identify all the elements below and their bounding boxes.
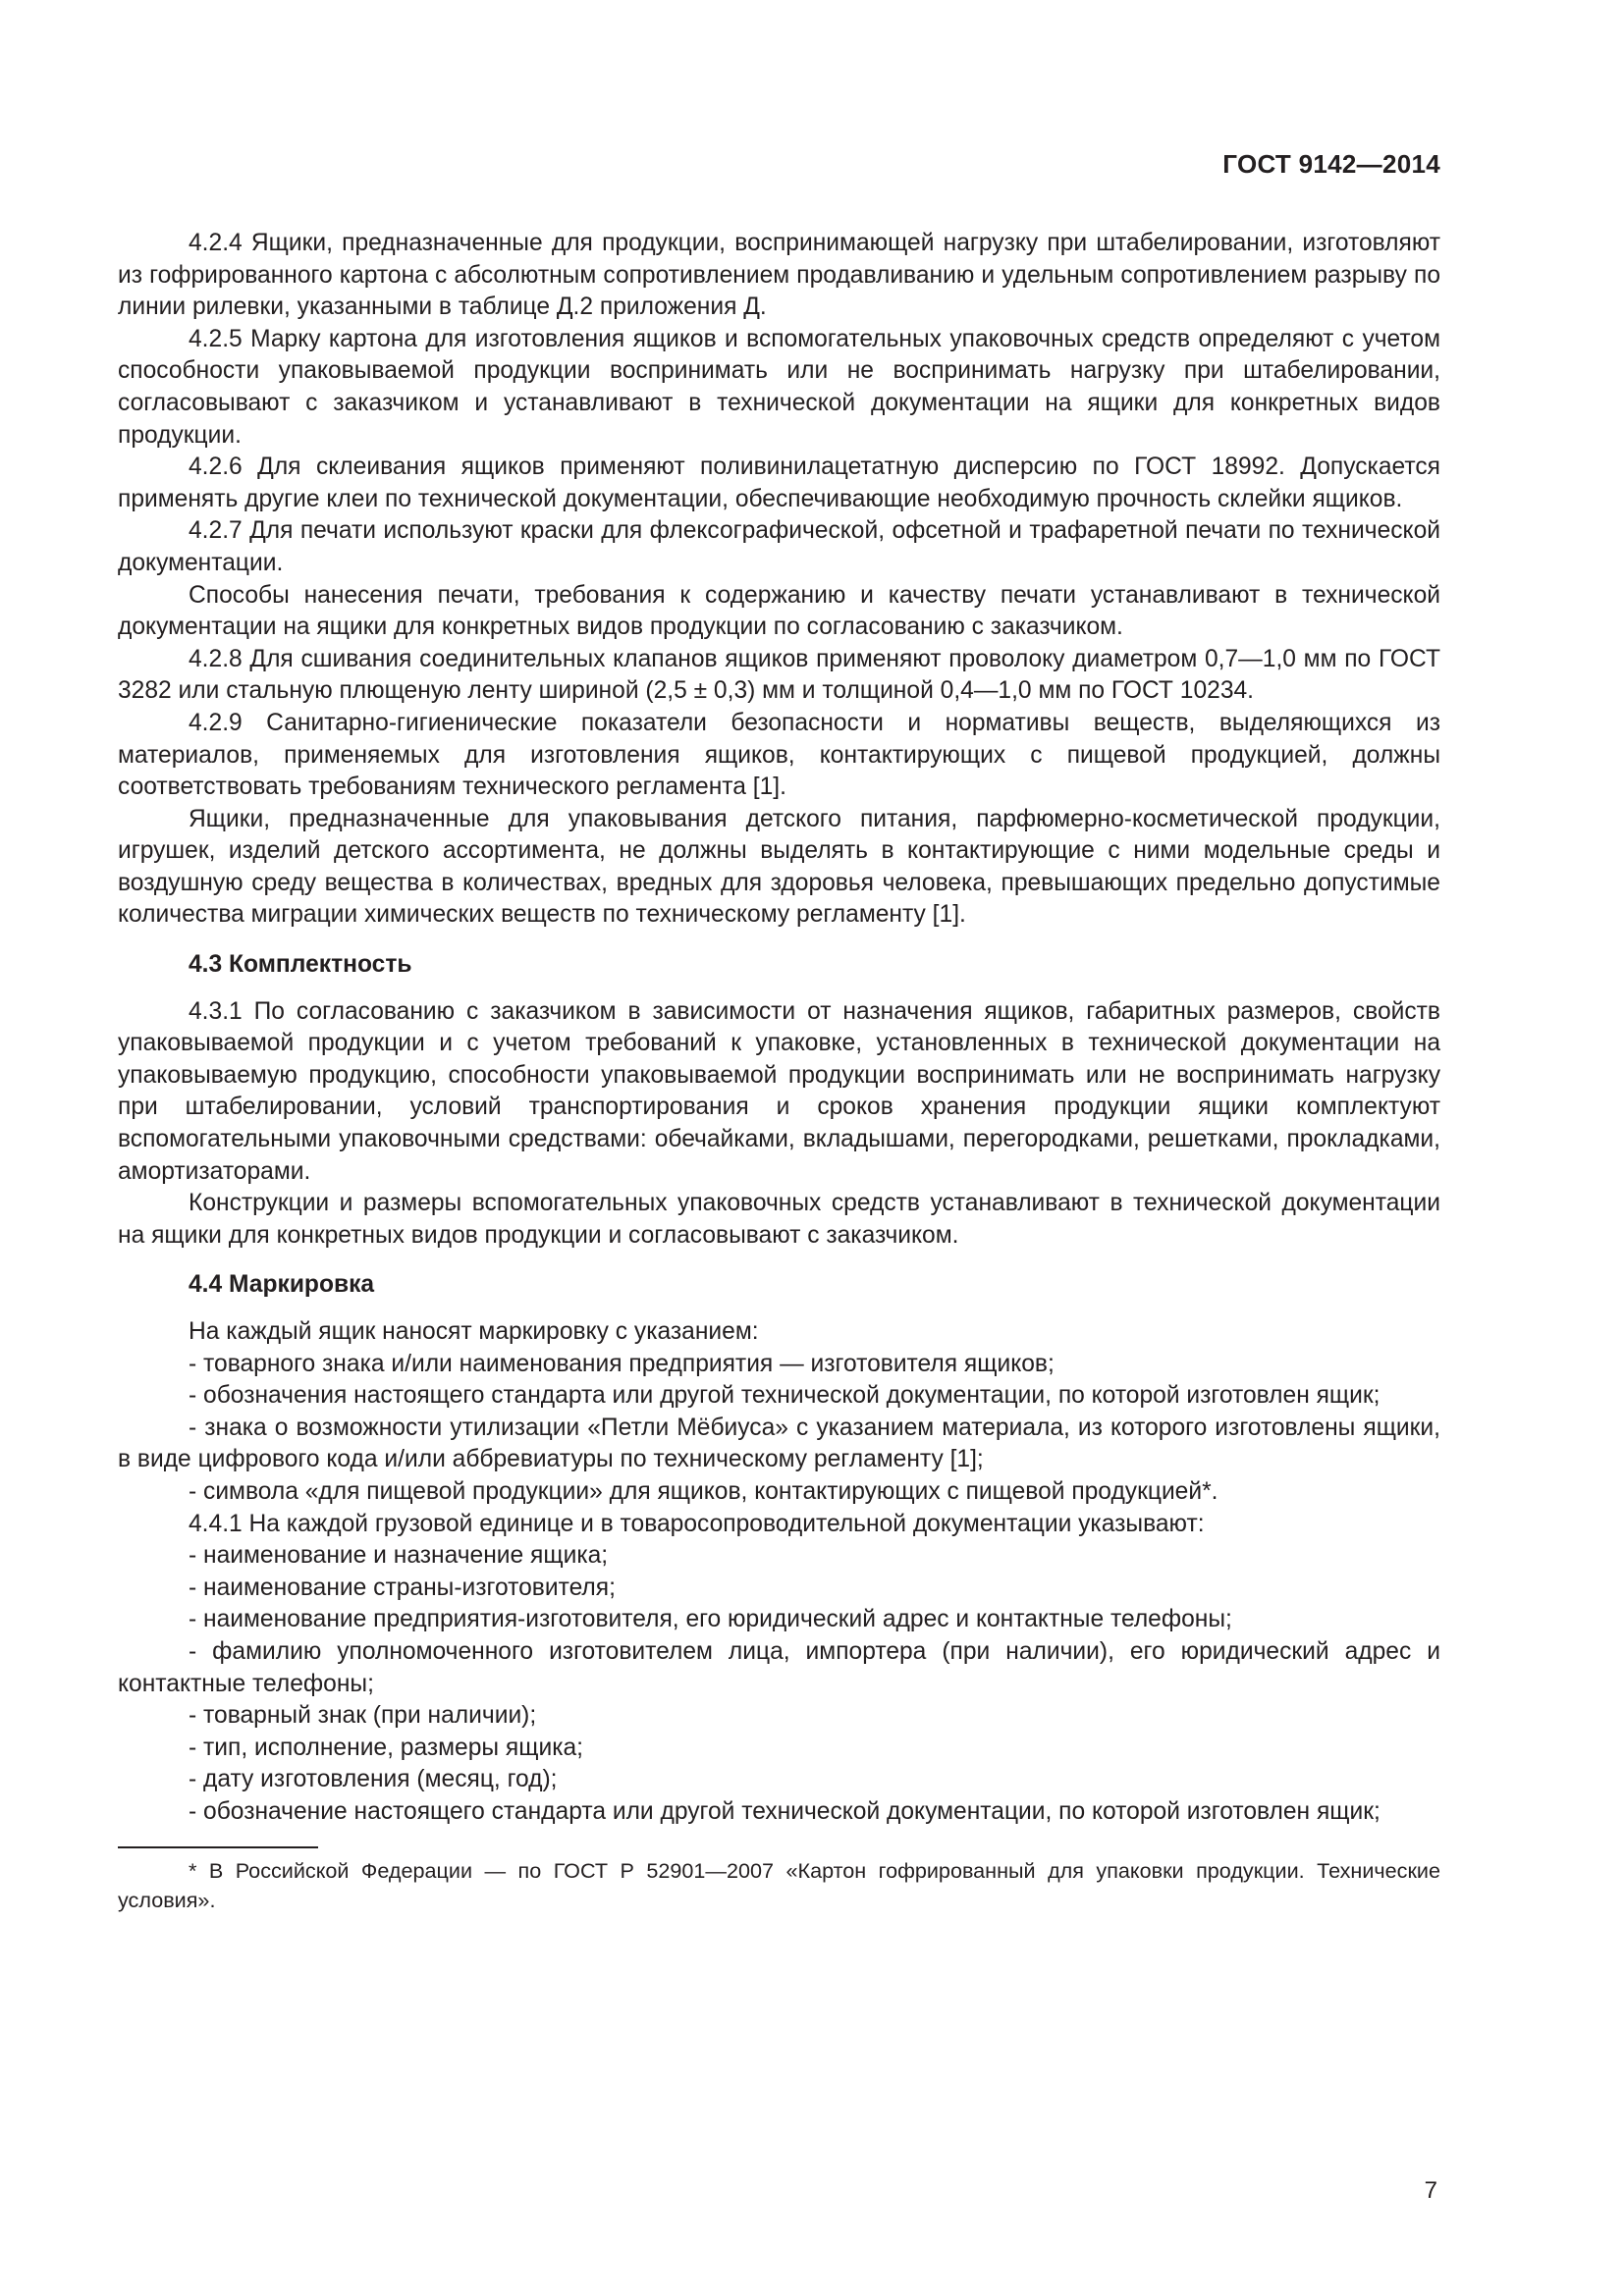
list-item: - обозначения настоящего стандарта или другой технической документации, по которой изготовлен ящик; [189,1382,1380,1410]
list-item: - товарный знак (при наличии); [189,1702,537,1730]
paragraph-constructions: Конструкции и размеры вспомогательных упаковочных средств устанавливают в технической документации на ящики для конкретных видов продукции и согласовывают с заказчиком. [118,1190,1440,1249]
paragraph-marking-intro: На каждый ящик наносят маркировку с указанием: [189,1318,759,1345]
paragraph-4-2-9: 4.2.9 Санитарно-гигиенические показатели безопасности и нормативы веществ, выделяющихся из материалов, применяемых для изготовления ящиков, контактирующих с пищевой продукцией, должны соответствовать требованиям технического регламента [1]. [118,709,1440,801]
paragraph-4-3-1: 4.3.1 По согласованию с заказчиком в зависимости от назначения ящиков, габаритных размеров, свойств упаковываемой продукции и с учетом требований к упаковке, установленных в технической документации на упаковываемую продукцию, способности упаковываемой продукции воспринимать или не воспринимать нагрузку при штабелировании, условий транспортирования и сроков хранения продукции ящики комплектуют вспомогательными упаковочными средствами: обечайками, вкладышами, перегородками, решетками, прокладками, амортизаторами. [118,997,1440,1185]
section-heading-4-4: 4.4 Маркировка [189,1271,375,1299]
list-item: - обозначение настоящего стандарта или другой технической документации, по которой изготовлен ящик; [189,1797,1380,1825]
page-number: 7 [1424,2177,1437,2204]
list-item: - наименование и назначение ящика; [189,1542,609,1570]
document-header-id: ГОСТ 9142—2014 [1222,149,1440,179]
list-item: - фамилию уполномоченного изготовителем лица, импортера (при наличии), его юридический адрес и контактные телефоны; [118,1637,1440,1697]
section-heading-4-3: 4.3 Комплектность [189,951,412,979]
paragraphs-section-42 [118,228,1440,932]
paragraphs-section-43 [118,996,1440,1253]
list-item: - товарного знака и/или наименования предприятия — изготовителя ящиков; [189,1350,1055,1377]
paragraph-4-2-4: 4.2.4 Ящики, предназначенные для продукции, воспринимающей нагрузку при штабелировании, изготовляют из гофрированного картона с абсолютным сопротивлением продавливанию и удельным сопротивлением разрыву по линии рилевки, указанными в таблице Д.2 приложения Д. [118,230,1440,321]
list-item: - дату изготовления (месяц, год); [189,1766,558,1793]
footnote [118,1856,1440,1915]
paragraph-4-4-1: 4.4.1 На каждой грузовой единице и в товаросопроводительной документации указывают: [189,1510,1205,1537]
footnote-divider [118,1846,318,1848]
list-item: - тип, исполнение, размеры ящика; [189,1734,584,1761]
paragraph-child-products: Ящики, предназначенные для упаковывания детского питания, парфюмерно-косметической продукции, игрушек, изделий детского ассортимента, не должны выделять в контактирующие с ними модельные среды и воздушную среду вещества в количествах, вредных для здоровья человека, превышающих предельно допустимые количества миграции химических веществ по техническому регламенту [1]. [118,805,1440,929]
list-item: - наименование предприятия-изготовителя, его юридический адрес и контактные телефоны; [189,1606,1232,1633]
paragraph-4-2-6: 4.2.6 Для склеивания ящиков применяют поливинилацетатную дисперсию по ГОСТ 18992. Допускается применять другие клеи по технической документации, обеспечивающие необходимую прочность склейки ящиков. [118,454,1440,512]
paragraph-print-methods: Способы нанесения печати, требования к содержанию и качеству печати устанавливают в технической документации на ящики для конкретных видов продукции по согласованию с заказчиком. [118,581,1440,641]
list-item: - наименование страны-изготовителя; [189,1574,616,1601]
list-item: - знака о возможности утилизации «Петли Мёбиуса» с указанием материала, из которого изготовлены ящики, в виде цифрового кода и/или аббревиатуры по техническому регламенту [1]; [118,1414,1440,1473]
footnote-text: * В Российской Федерации — по ГОСТ Р 52901—2007 «Картон гофрированный для упаковки продукции. Технические условия». [118,1857,1440,1912]
paragraph-4-2-5: 4.2.5 Марку картона для изготовления ящиков и вспомогательных упаковочных средств определяют с учетом способности упаковываемой продукции воспринимать или не воспринимать нагрузку при штабелировании, согласовывают с заказчиком и устанавливают в технической документации на ящики для конкретных видов продукции. [118,325,1440,449]
paragraph-4-2-7: 4.2.7 Для печати используют краски для флексографической, офсетной и трафаретной печати по технической документации. [118,517,1440,576]
list-item: - символа «для пищевой продукции» для ящиков, контактирующих с пищевой продукцией*. [189,1477,1218,1505]
paragraphs-section-44 [118,1316,1440,1829]
document-body [118,228,1440,1915]
paragraph-4-2-8: 4.2.8 Для сшивания соединительных клапанов ящиков применяют проволоку диаметром 0,7—1,0 мм по ГОСТ 3282 или стальную плющеную ленту шириной (2,5 ± 0,3) мм и толщиной 0,4—1,0 мм по ГОСТ 10234. [118,645,1440,705]
